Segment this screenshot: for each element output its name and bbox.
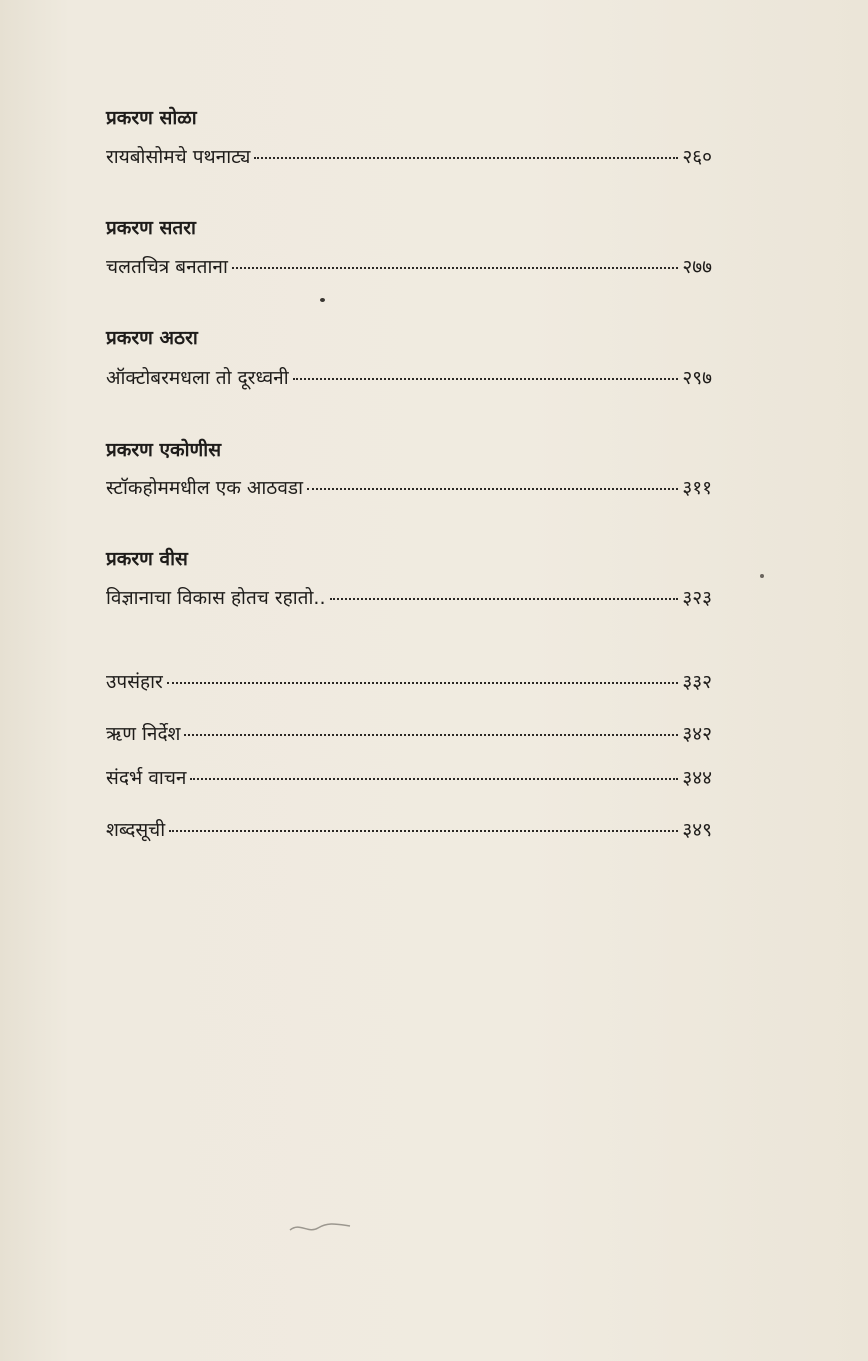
toc-entry (106, 366, 712, 390)
entry-page-number: ३३२ (682, 671, 712, 693)
toc-entry (106, 670, 712, 694)
dot-leader (254, 157, 678, 159)
entry-title: रायबोसोमचे पथनाट्य (106, 146, 251, 168)
entry-page-number: २९७ (682, 367, 712, 389)
entry-page-number: ३४९ (682, 819, 712, 841)
toc-entry (106, 722, 712, 746)
dot-leader (184, 734, 678, 736)
chapter-heading: प्रकरण सतरा (106, 217, 196, 239)
ink-speck (320, 298, 325, 302)
entry-page-number: ३११ (682, 477, 712, 499)
entry-page-number: ३२३ (682, 587, 712, 609)
toc-entry (106, 766, 712, 790)
table-of-contents (106, 0, 712, 1361)
entry-title: संदर्भ वाचन (106, 767, 187, 789)
pencil-mark (288, 1218, 352, 1238)
entry-title: ऋण निर्देश (106, 723, 181, 745)
dot-leader (190, 778, 678, 780)
entry-title: चलतचित्र बनताना (106, 256, 228, 278)
dot-leader (307, 488, 678, 490)
entry-page-number: २७७ (682, 256, 712, 278)
dot-leader (167, 682, 679, 684)
dot-leader (293, 378, 679, 380)
chapter-heading: प्रकरण वीस (106, 548, 188, 570)
entry-page-number: ३४४ (682, 767, 712, 789)
toc-entry (106, 255, 712, 279)
entry-title: शब्दसूची (106, 819, 166, 841)
dot-leader (232, 267, 678, 269)
toc-entry (106, 145, 712, 169)
dot-leader (169, 830, 678, 832)
entry-title: उपसंहार (106, 671, 163, 693)
entry-title: स्टॉकहोममधील एक आठवडा (106, 477, 303, 499)
entry-page-number: ३४२ (682, 723, 712, 745)
toc-entry (106, 586, 712, 610)
dot-leader (330, 598, 679, 600)
toc-entry (106, 818, 712, 842)
entry-title: विज्ञानाचा विकास होतच रहातो.. (106, 587, 326, 609)
chapter-heading: प्रकरण सोळा (106, 107, 197, 129)
chapter-heading: प्रकरण अठरा (106, 327, 198, 349)
entry-title: ऑक्टोबरमधला तो दूरध्वनी (106, 367, 289, 389)
entry-page-number: २६० (682, 146, 712, 168)
ink-speck (760, 574, 764, 578)
toc-entry (106, 476, 712, 500)
chapter-heading: प्रकरण एकोणीस (106, 439, 222, 461)
